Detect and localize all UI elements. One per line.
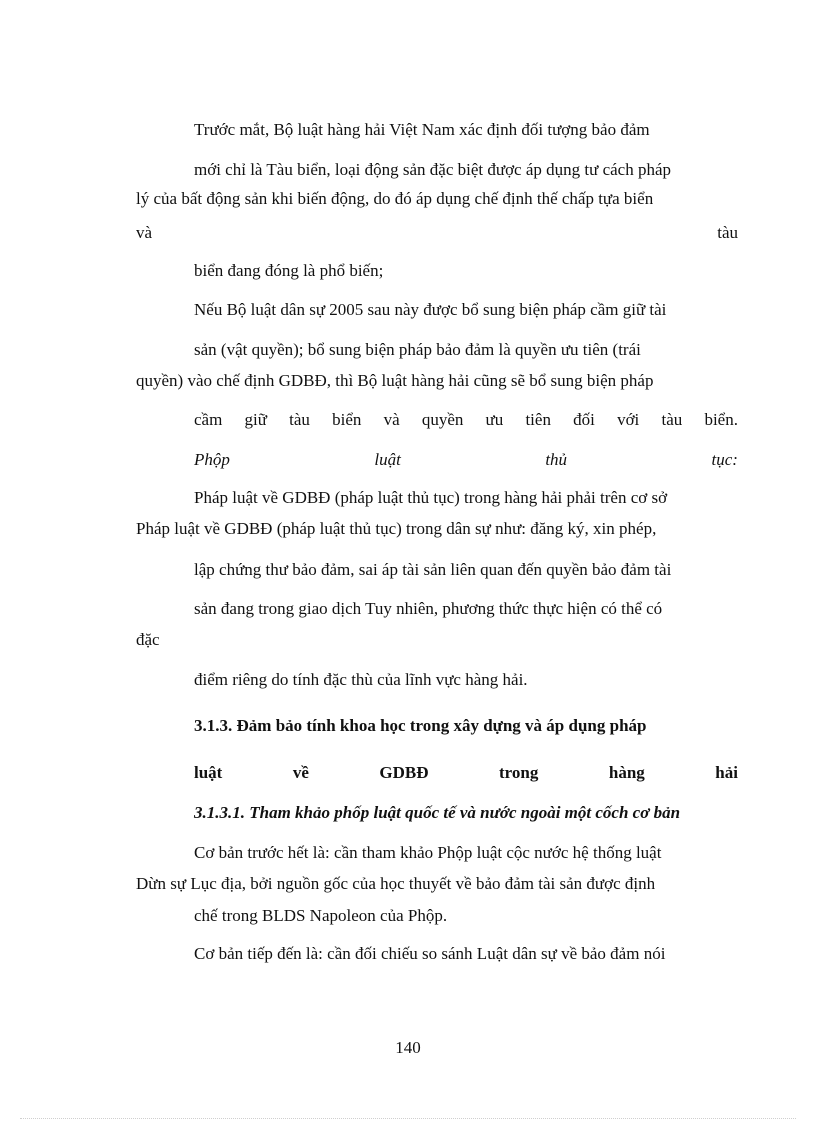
paragraph-line-9 — [194, 409, 738, 431]
word: luật — [194, 763, 223, 782]
page-number: 140 — [395, 1038, 421, 1057]
subsection-heading: 3.1.3.1. Tham khảo phốp luật quốc tế và nước ngoài một cốch cơ bản — [194, 803, 681, 822]
paragraph-line-1: Trước mắt, Bộ luật hàng hải Việt Nam xác định đối tượng bảo đảm — [194, 120, 650, 139]
paragraph-line-12: lập chứng thư bảo đảm, sai áp tài sản liên quan đến quyền bảo đảm tài — [194, 560, 672, 579]
word: biển — [332, 410, 362, 429]
word: về — [292, 763, 309, 782]
word: biển. — [704, 410, 738, 429]
section-heading: 3.1.3. Đảm bảo tính khoa học trong xây dựng và áp dụng pháp — [194, 716, 647, 735]
paragraph-line-14: đặc — [136, 630, 160, 649]
word: cầm — [194, 410, 223, 429]
paragraph-line-18: chế trong BLDS Napoleon của Phộp. — [194, 906, 448, 925]
word: Phộp — [194, 450, 230, 469]
paragraph-line-3: lý của bất động sản khi biến động, do đó áp dụng chế định thế chấp tựa biển — [136, 189, 654, 208]
word: GDBĐ — [379, 763, 429, 782]
paragraph-line-2: mới chỉ là Tàu biển, loại động sản đặc biệt được áp dụng tư cách pháp — [194, 160, 672, 179]
paragraph-line-17: Dừn sự Lục địa, bởi nguồn gốc của học thuyết về bảo đảm tài sản được định — [136, 874, 656, 893]
page-bottom-divider — [20, 1118, 796, 1119]
word: trong — [499, 763, 539, 782]
paragraph-line-15: điểm riêng do tính đặc thù của lĩnh vực hàng hải. — [194, 670, 528, 689]
word: giữ — [244, 410, 267, 429]
paragraph-line-8: quyền) vào chế định GDBĐ, thì Bộ luật hàng hải cũng sẽ bổ sung biện pháp — [136, 371, 654, 390]
paragraph-line-13: sản đang trong giao dịch Tuy nhiên, phương thức thực hiện có thể có — [194, 599, 663, 618]
word: tàu — [289, 410, 310, 429]
word: hàng — [608, 763, 645, 782]
paragraph-line-11: Pháp luật về GDBĐ (pháp luật thủ tục) trong dân sự như: đăng ký, xin phép, — [136, 519, 657, 538]
word: và — [383, 410, 400, 429]
paragraph-line-19: Cơ bản tiếp đến là: cần đối chiếu so sánh Luật dân sự về bảo đảm nói — [194, 944, 666, 963]
word: tục: — [711, 450, 738, 469]
word: tàu — [717, 223, 738, 242]
word: đối — [573, 410, 595, 429]
word: quyền — [421, 410, 464, 429]
paragraph-line-6: Nếu Bộ luật dân sự 2005 sau này được bổ sung biện pháp cầm giữ tài — [194, 300, 667, 319]
paragraph-line-7: sản (vật quyền); bổ sung biện pháp bảo đảm là quyền ưu tiên (trái — [194, 340, 641, 359]
word: thủ — [545, 450, 568, 469]
word: luật — [374, 450, 401, 469]
word: và — [136, 223, 153, 242]
word: ưu — [485, 410, 504, 429]
word: hải — [715, 763, 738, 782]
paragraph-line-4 — [136, 222, 738, 244]
paragraph-line-5: biển đang đóng là phổ biến; — [194, 261, 384, 280]
paragraph-line-10: Pháp luật về GDBĐ (pháp luật thủ tục) trong hàng hải phải trên cơ sở — [194, 488, 668, 507]
paragraph-line-16: Cơ bản trước hết là: cần tham khảo Phộp luật cộc nước hệ thống luật — [194, 843, 662, 862]
word: tàu — [661, 410, 683, 429]
word: với — [617, 410, 640, 429]
word: tiên — [525, 410, 551, 429]
section-heading-line-2 — [194, 762, 738, 784]
italic-heading-line — [194, 449, 738, 471]
